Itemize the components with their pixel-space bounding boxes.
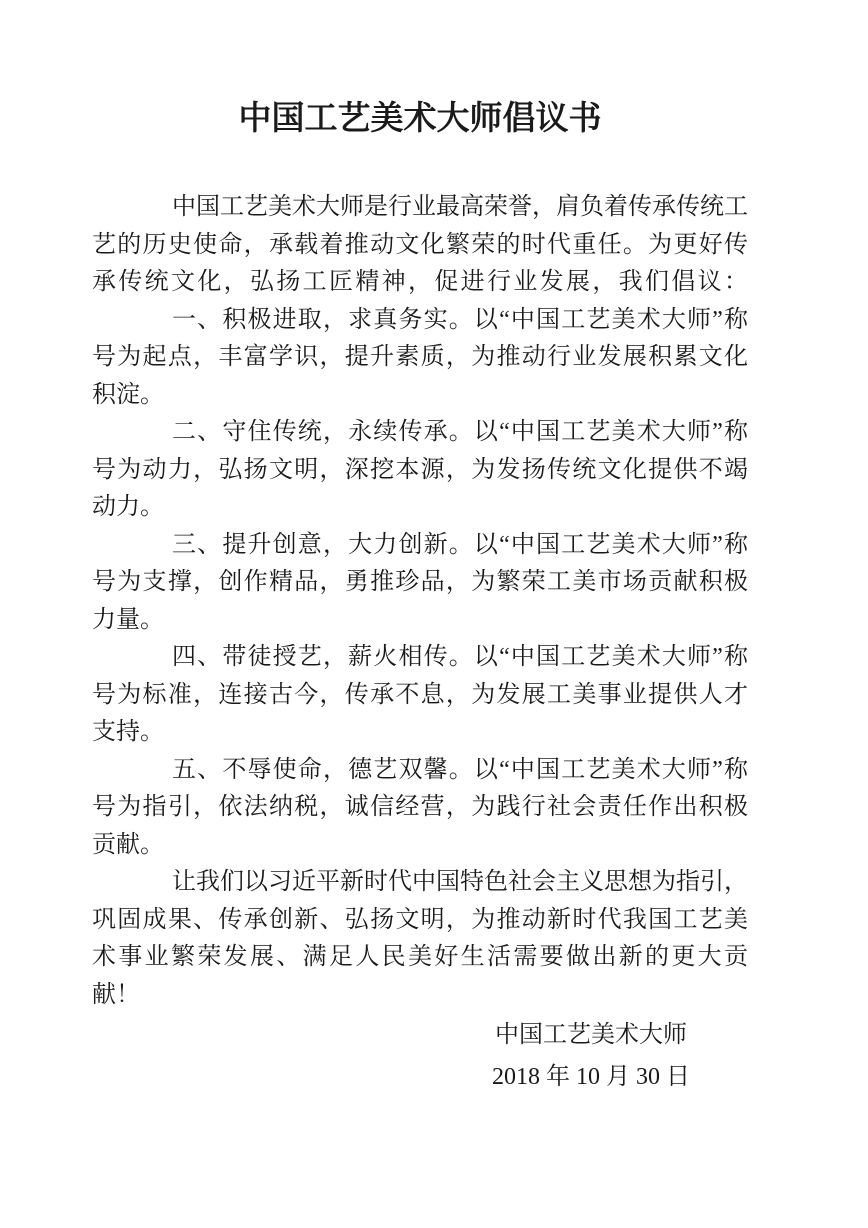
text-line: 艺的历史使命，承载着推动文化繁荣的时代重任。为更好传 [92, 231, 748, 258]
text-line: 四、带徒授艺，薪火相传。以“中国工艺美术大师”称 [172, 644, 748, 670]
text-line: 献！ [92, 981, 140, 1008]
text-line: 号为标准，连接古今，传承不息，为发展工美事业提供人才 [92, 681, 748, 708]
text-line: 五、不辱使命，德艺双馨。以“中国工艺美术大师”称 [172, 756, 748, 783]
item-4-paragraph [92, 639, 748, 752]
signature-inner [492, 1014, 690, 1098]
text-line: 动力。 [92, 494, 164, 520]
text-line: 积淀。 [92, 381, 164, 408]
text-line: 承传统文化，弘扬工匠精神，促进行业发展，我们倡议： [92, 269, 748, 295]
document-content [92, 0, 748, 1098]
text-line: 力量。 [92, 606, 164, 633]
text-line: 让我们以习近平新时代中国特色社会主义思想为指引， [172, 869, 748, 895]
text-line: 号为指引，依法纳税，诚信经营，为践行社会责任作出积极 [92, 794, 748, 820]
document-body [92, 189, 748, 1098]
text-line: 号为支撑，创作精品，勇推珍品，为繁荣工美市场贡献积极 [92, 569, 748, 595]
item-5-paragraph [92, 752, 748, 865]
intro-paragraph [92, 189, 748, 302]
item-2-paragraph [92, 414, 748, 527]
document-title: 中国工艺美术大师倡议书 [238, 101, 602, 137]
item-3-paragraph [92, 527, 748, 640]
text-line: 巩固成果、传承创新、弘扬文明，为推动新时代我国工艺美 [92, 906, 748, 933]
text-line: 三、提升创意，大力创新。以“中国工艺美术大师”称 [172, 531, 748, 558]
item-1-paragraph [92, 302, 748, 415]
text-line: 一、积极进取，求真务实。以“中国工艺美术大师”称 [172, 306, 748, 333]
text-line: 号为动力，弘扬文明，深挖本源，为发扬传统文化提供不竭 [92, 456, 748, 483]
closing-paragraph [92, 864, 748, 1014]
signature-block [92, 1014, 748, 1098]
text-line: 号为起点，丰富学识，提升素质，为推动行业发展积累文化 [92, 344, 748, 370]
text-line: 中国工艺美术大师是行业最高荣誉，肩负着传承传统工 [172, 194, 748, 220]
text-line: 二、守住传统，永续传承。以“中国工艺美术大师”称 [172, 419, 748, 445]
signature-date: 2018 年 10 月 30 日 [492, 1064, 690, 1090]
text-line: 贡献。 [92, 831, 164, 858]
text-line: 术事业繁荣发展、满足人民美好生活需要做出新的更大贡 [92, 944, 748, 970]
text-line: 支持。 [92, 719, 164, 745]
signature-name: 中国工艺美术大师 [495, 1022, 687, 1048]
